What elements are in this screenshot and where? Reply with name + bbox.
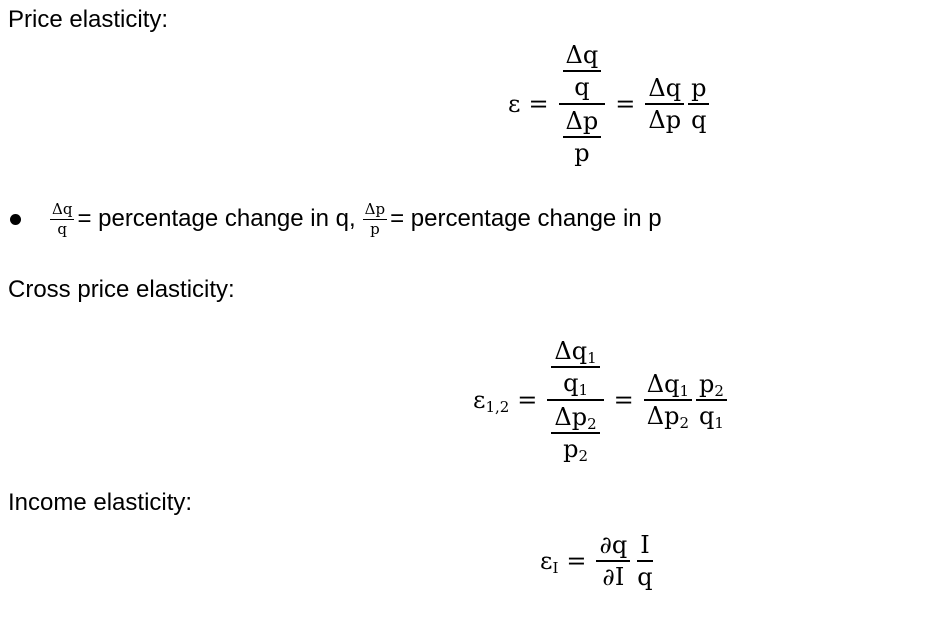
bullet-item	[8, 193, 662, 245]
cross-price-elasticity-heading: Cross price elasticity:	[8, 276, 235, 303]
relative-price-change	[551, 403, 599, 463]
partial-i: ∂I	[602, 563, 625, 591]
bullet-text-2: = percentage change in p	[390, 205, 662, 232]
delta-q1: $\Delta q_1$	[551, 337, 599, 368]
p: p	[370, 219, 380, 238]
fraction-dq-di	[596, 531, 630, 591]
delta-p: Δp	[648, 106, 682, 134]
equals-sign: =	[528, 90, 549, 118]
cross-price-elasticity-equation	[473, 336, 729, 464]
income-i: I	[637, 531, 652, 562]
fraction-dp-p	[363, 201, 387, 238]
equals-sign: =	[517, 386, 538, 414]
relative-quantity-change	[551, 337, 599, 397]
delta-q1: $\Delta q_1$	[644, 370, 692, 401]
bullet-dot	[10, 214, 21, 225]
equals-sign: =	[566, 547, 587, 575]
p2: $p_2$	[696, 370, 727, 401]
compound-fraction	[559, 41, 606, 167]
fraction-p2-q1	[696, 370, 727, 430]
q: q	[57, 219, 68, 238]
relative-quantity-change	[563, 41, 602, 101]
compound-denominator	[559, 105, 606, 167]
income-elasticity-equation	[540, 526, 658, 596]
epsilon-symbol: ε	[508, 90, 521, 118]
p: p	[574, 139, 590, 167]
delta-q: Δq	[645, 74, 684, 105]
fraction-dq1-dp2	[644, 370, 692, 430]
q: q	[574, 73, 590, 101]
partial-q: ∂q	[596, 531, 630, 562]
equals-sign: =	[615, 90, 636, 118]
income-elasticity-heading: Income elasticity:	[8, 489, 193, 516]
q1: $q_1$	[699, 402, 724, 432]
relative-price-change	[563, 107, 602, 167]
delta-p: Δp	[563, 107, 602, 138]
delta-q: Δq	[563, 41, 602, 72]
q: q	[691, 106, 707, 134]
epsilon-symbol: $\varepsilon_I$	[540, 547, 559, 577]
delta-p2: $\Delta p_2$	[646, 402, 690, 432]
q1: $q_1$	[563, 369, 588, 399]
fraction-dq-q	[50, 201, 74, 238]
compound-numerator	[559, 41, 606, 105]
fraction-p-q	[688, 74, 709, 134]
p: p	[688, 74, 709, 105]
p2: $p_2$	[563, 435, 588, 465]
compound-numerator	[547, 337, 603, 401]
price-elasticity-heading: Price elasticity:	[8, 6, 169, 33]
price-elasticity-equation	[508, 40, 711, 168]
equals-sign: =	[613, 386, 634, 414]
delta-q: Δq	[52, 199, 73, 218]
compound-denominator	[547, 401, 603, 463]
epsilon-symbol: $\varepsilon_{1,2}$	[473, 386, 510, 416]
fraction-i-q	[634, 531, 655, 591]
compound-fraction	[547, 337, 603, 463]
fraction-dq-dp	[645, 74, 684, 134]
bullet-text-1: = percentage change in q,	[77, 205, 356, 232]
q: q	[637, 563, 653, 591]
delta-p: Δp	[364, 199, 386, 218]
delta-p2: $\Delta p_2$	[551, 403, 599, 434]
